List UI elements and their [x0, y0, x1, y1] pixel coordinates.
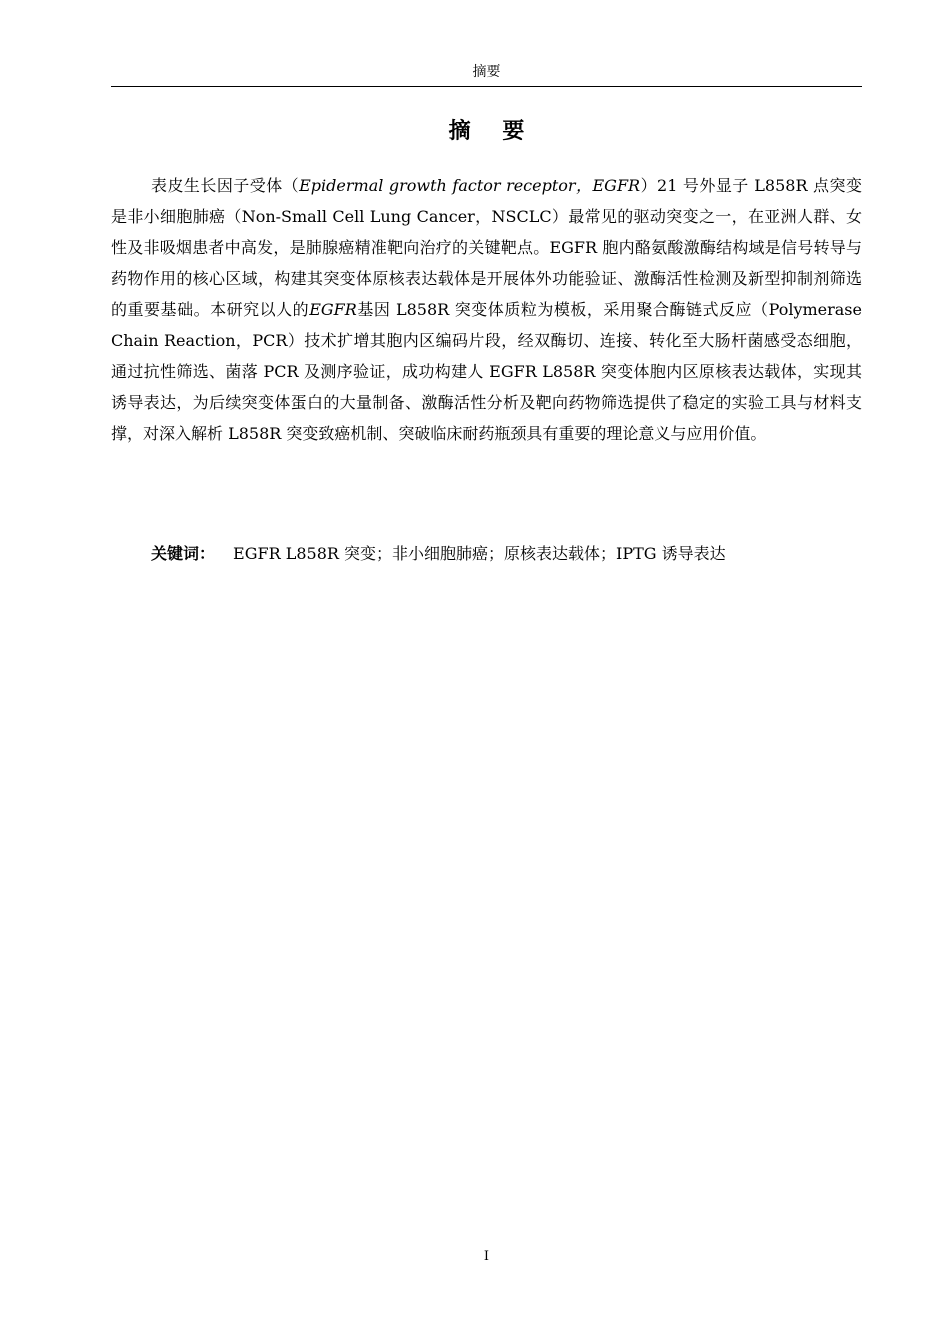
header-divider: [111, 86, 862, 87]
keywords-label: 关键词：: [151, 544, 216, 563]
keywords-line: [151, 538, 862, 569]
abstract-text-part-2: ）21 号外显子 L858R 点突变是非小细胞肺癌（Non-Small Cell Lung Cancer，NSCLC）最常见的驱动突变之一，在亚洲人群、女性及非吸烟患者中高发，是肺腺癌精准靶向治疗的关键靶点。EGFR 胞内酪氨酸激酶结构域是信号转导与药物作用的核心区域，构建其突变体原核表达载体是开展体外功能验证、激酶活性检测及新型抑制剂筛选的重要基础。本研究以人的: [111, 176, 862, 319]
abstract-paragraph: [111, 170, 862, 449]
abstract-text-part-1: 表皮生长因子受体（: [151, 176, 300, 195]
abstract-title: 摘 要: [448, 119, 537, 144]
abstract-italic-term-2: EGFR: [309, 300, 357, 319]
page-number: I: [483, 1249, 490, 1264]
keywords-value: EGFR L858R 突变；非小细胞肺癌；原核表达载体；IPTG 诱导表达: [233, 544, 726, 563]
running-header: 摘要: [472, 64, 501, 80]
abstract-italic-term-1: Epidermal growth factor receptor，EGFR: [299, 176, 641, 195]
abstract-text-part-3: 基因 L858R 突变体质粒为模板，采用聚合酶链式反应（Polymerase Chain Reaction，PCR）技术扩增其胞内区编码片段，经双酶切、连接、转化至大肠杆菌感受态细胞，通过抗性筛选、菌落 PCR 及测序验证，成功构建人 EGFR L858R 突变体胞内区原核表达载体，实现其诱导表达，为后续突变体蛋白的大量制备、激酶活性分析及靶向药物筛选提供了稳定的实验工具与材料支撑，对深入解析 L858R 突变致癌机制、突破临床耐药瓶颈具有重要的理论意义与应用价值。: [111, 300, 862, 443]
